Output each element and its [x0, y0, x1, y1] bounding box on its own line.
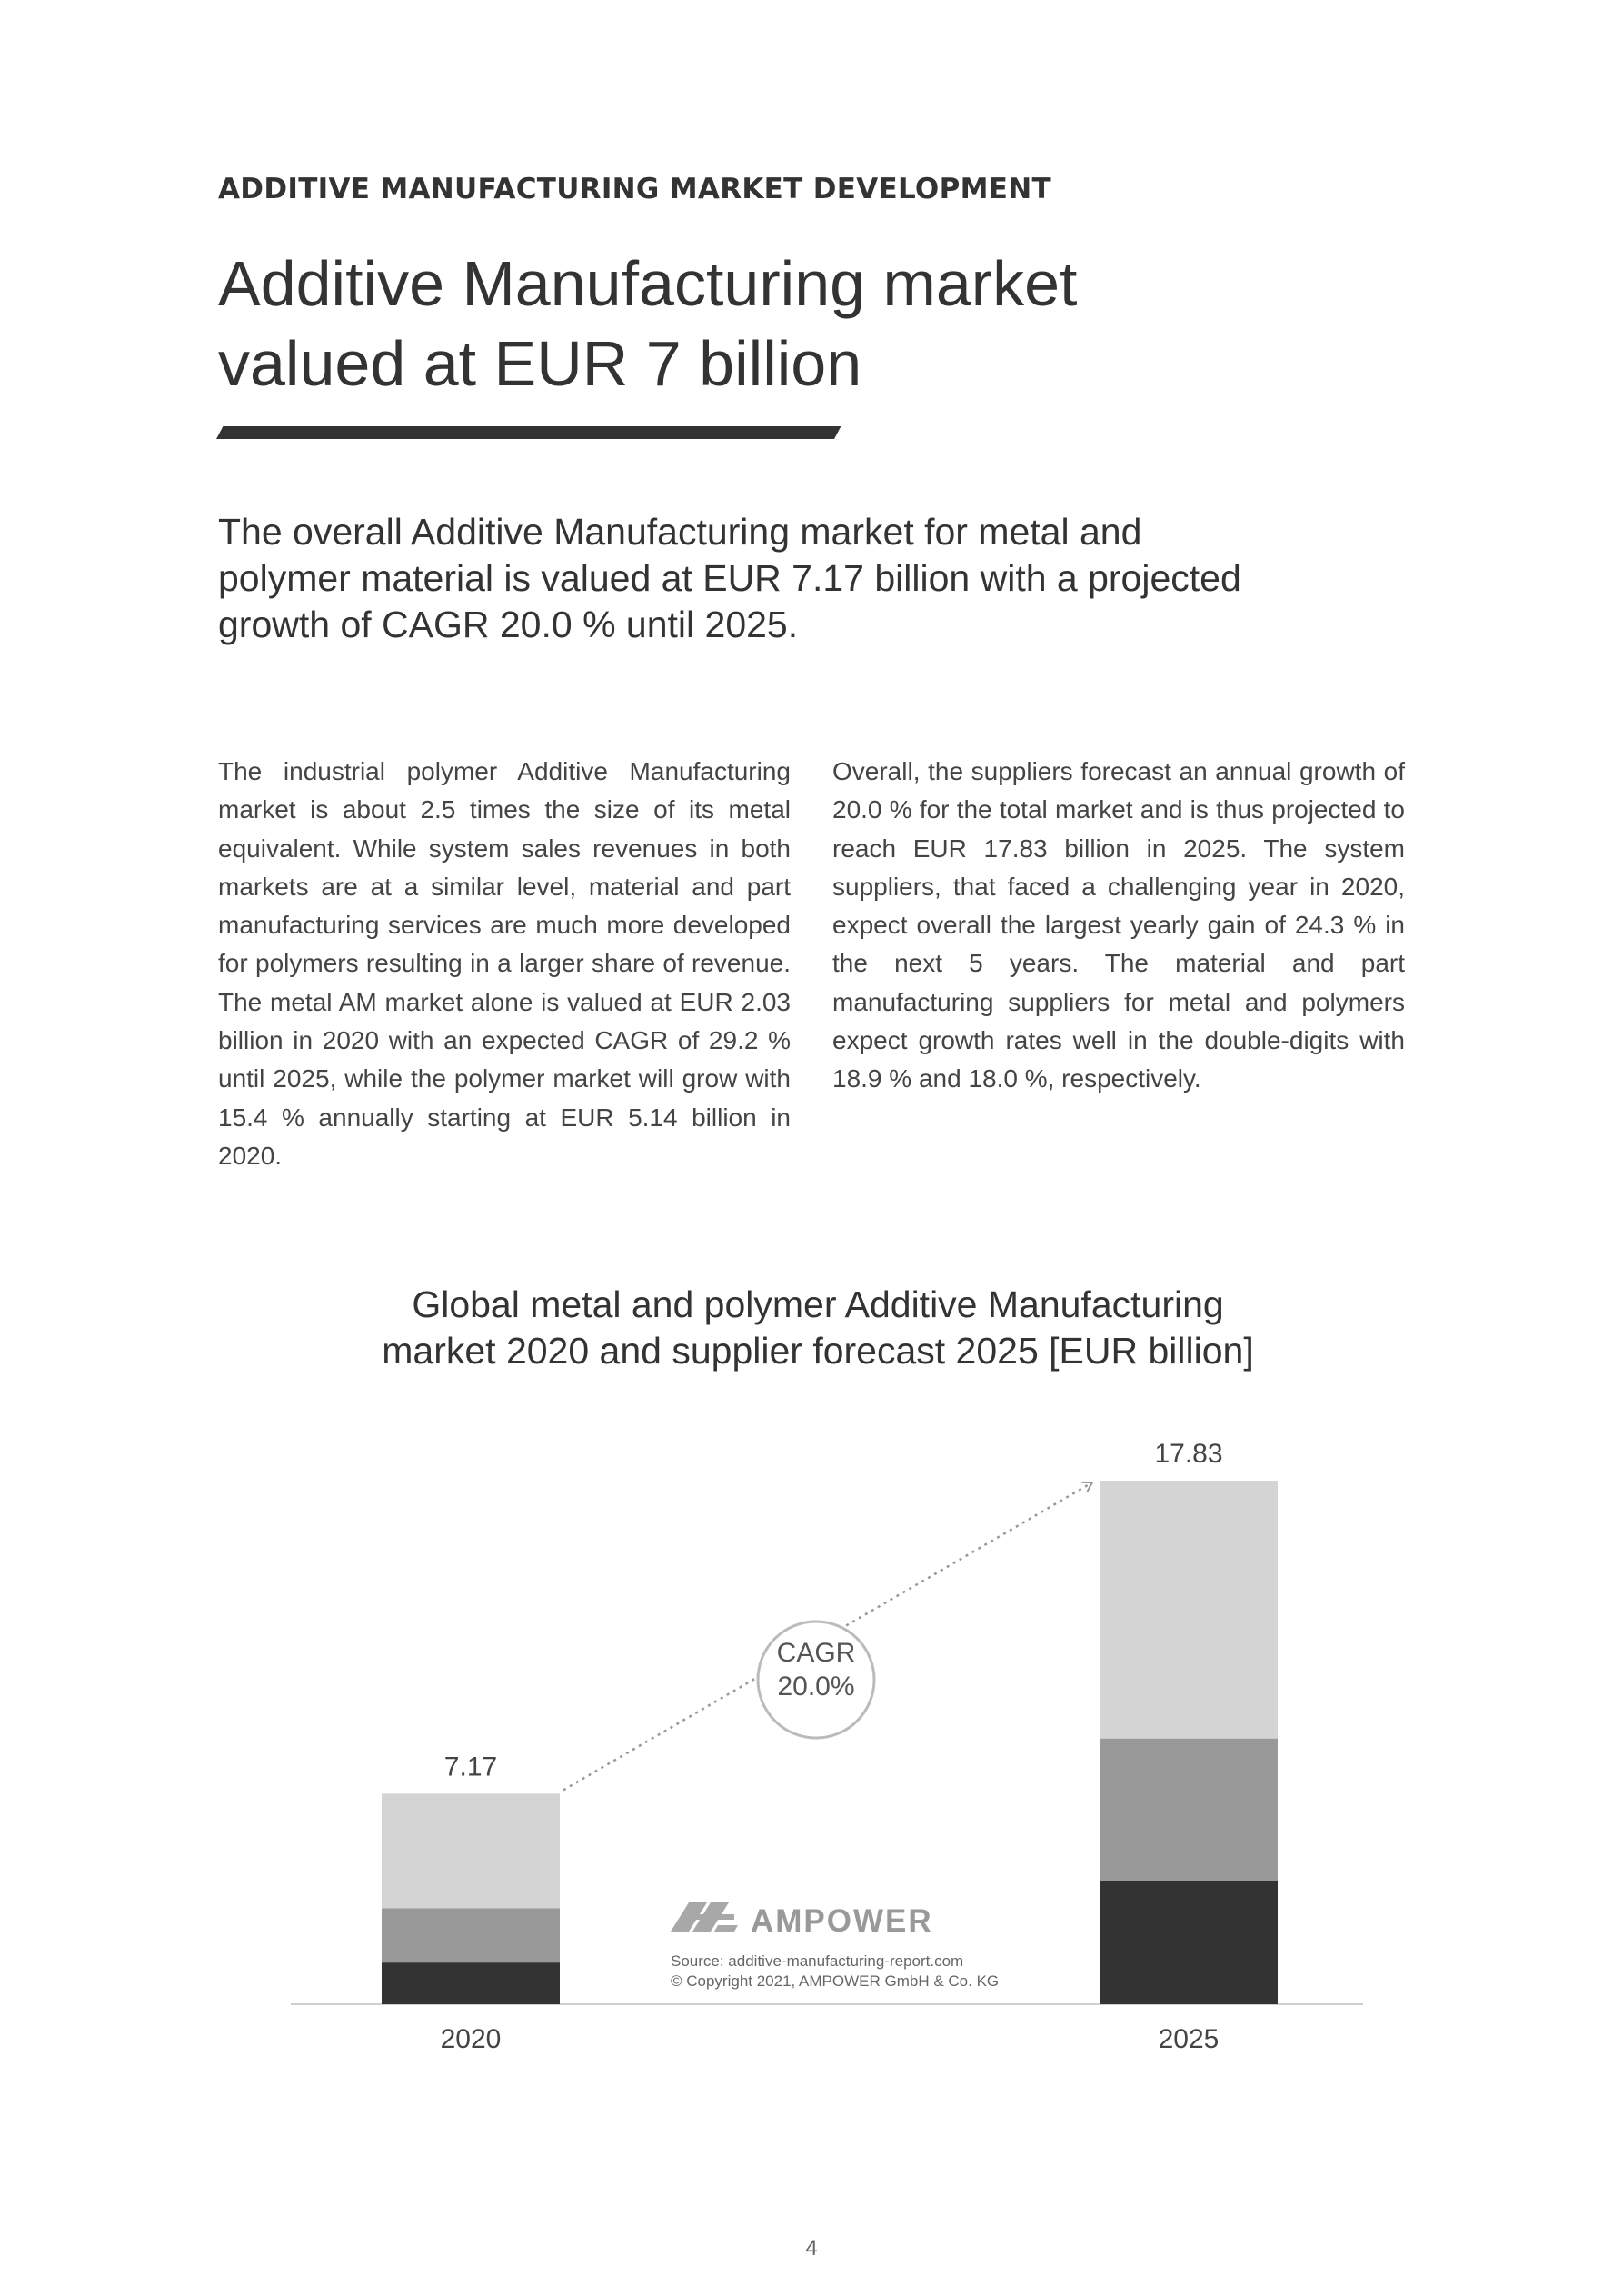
ampower-logo-icon — [671, 1902, 738, 1932]
copyright-note: © Copyright 2021, AMPOWER GmbH & Co. KG — [671, 1972, 1000, 1990]
chart-title-line-1: Global metal and polymer Additive Manufacturing — [412, 1283, 1224, 1325]
x-tick-label-2020: 2020 — [440, 2024, 502, 2054]
source-note: Source: additive-manufacturing-report.com — [671, 1952, 964, 1970]
bar-total-label-2025: 17.83 — [1154, 1439, 1223, 1469]
x-tick-label-2025: 2025 — [1158, 2024, 1220, 2054]
lead-line-1: The overall Additive Manufacturing market for metal and — [218, 511, 1142, 553]
bar-segment-2020-2 — [382, 1793, 560, 1908]
ampower-wordmark: AMPOWER — [751, 1903, 933, 1939]
page-number: 4 — [805, 2236, 818, 2261]
cagr-label: CAGR — [776, 1637, 856, 1668]
cagr-value: 20.0% — [777, 1671, 855, 1702]
cagr-badge — [758, 1622, 874, 1738]
body-column-right: Overall, the suppliers forecast an annual growth of 20.0 % for the total market and is thus projected to reach EUR 17.83 billion in 2025. The system suppliers, that faced a challenging year in 2020, expect overall the largest yearly gain of 24.3 % in the next 5 years. The material and part manufacturing suppliers for metal and polymers expect growth rates well in the double-digits with 18.9 % and 18.0 %, respectively. — [832, 757, 1405, 1093]
bar-segment-2025-1 — [1100, 1739, 1278, 1881]
bar-segment-2025-0 — [1100, 1881, 1278, 2004]
body-column-left: The industrial polymer Additive Manufacturing market is about 2.5 times the size of its metal equivalent. While system sales revenues in both markets are at a similar level, material and part manufacturing services are much more developed for polymers resulting in a larger share of revenue. The metal AM market alone is valued at EUR 2.03 billion in 2020 with an expected CAGR of 29.2 % until 2025, while the polymer market will grow with 15.4 % annually starting at EUR 5.14 billion in 2020. — [218, 757, 791, 1170]
lead-line-2: polymer material is valued at EUR 7.17 billion with a projected — [218, 557, 1241, 599]
page-title-line-2: valued at EUR 7 billion — [218, 328, 862, 399]
bar-segment-2020-0 — [382, 1962, 560, 2004]
bar-segment-2020-1 — [382, 1908, 560, 1962]
bar-segment-2025-2 — [1100, 1481, 1278, 1739]
chart-title-line-2: market 2020 and supplier forecast 2025 [EUR billion] — [382, 1330, 1254, 1372]
lead-line-3: growth of CAGR 20.0 % until 2025. — [218, 604, 799, 645]
section-label: ADDITIVE MANUFACTURING MARKET DEVELOPMENT — [218, 173, 1051, 205]
bar-total-label-2020: 7.17 — [443, 1752, 498, 1782]
page-title-line-1: Additive Manufacturing market — [218, 248, 1078, 319]
